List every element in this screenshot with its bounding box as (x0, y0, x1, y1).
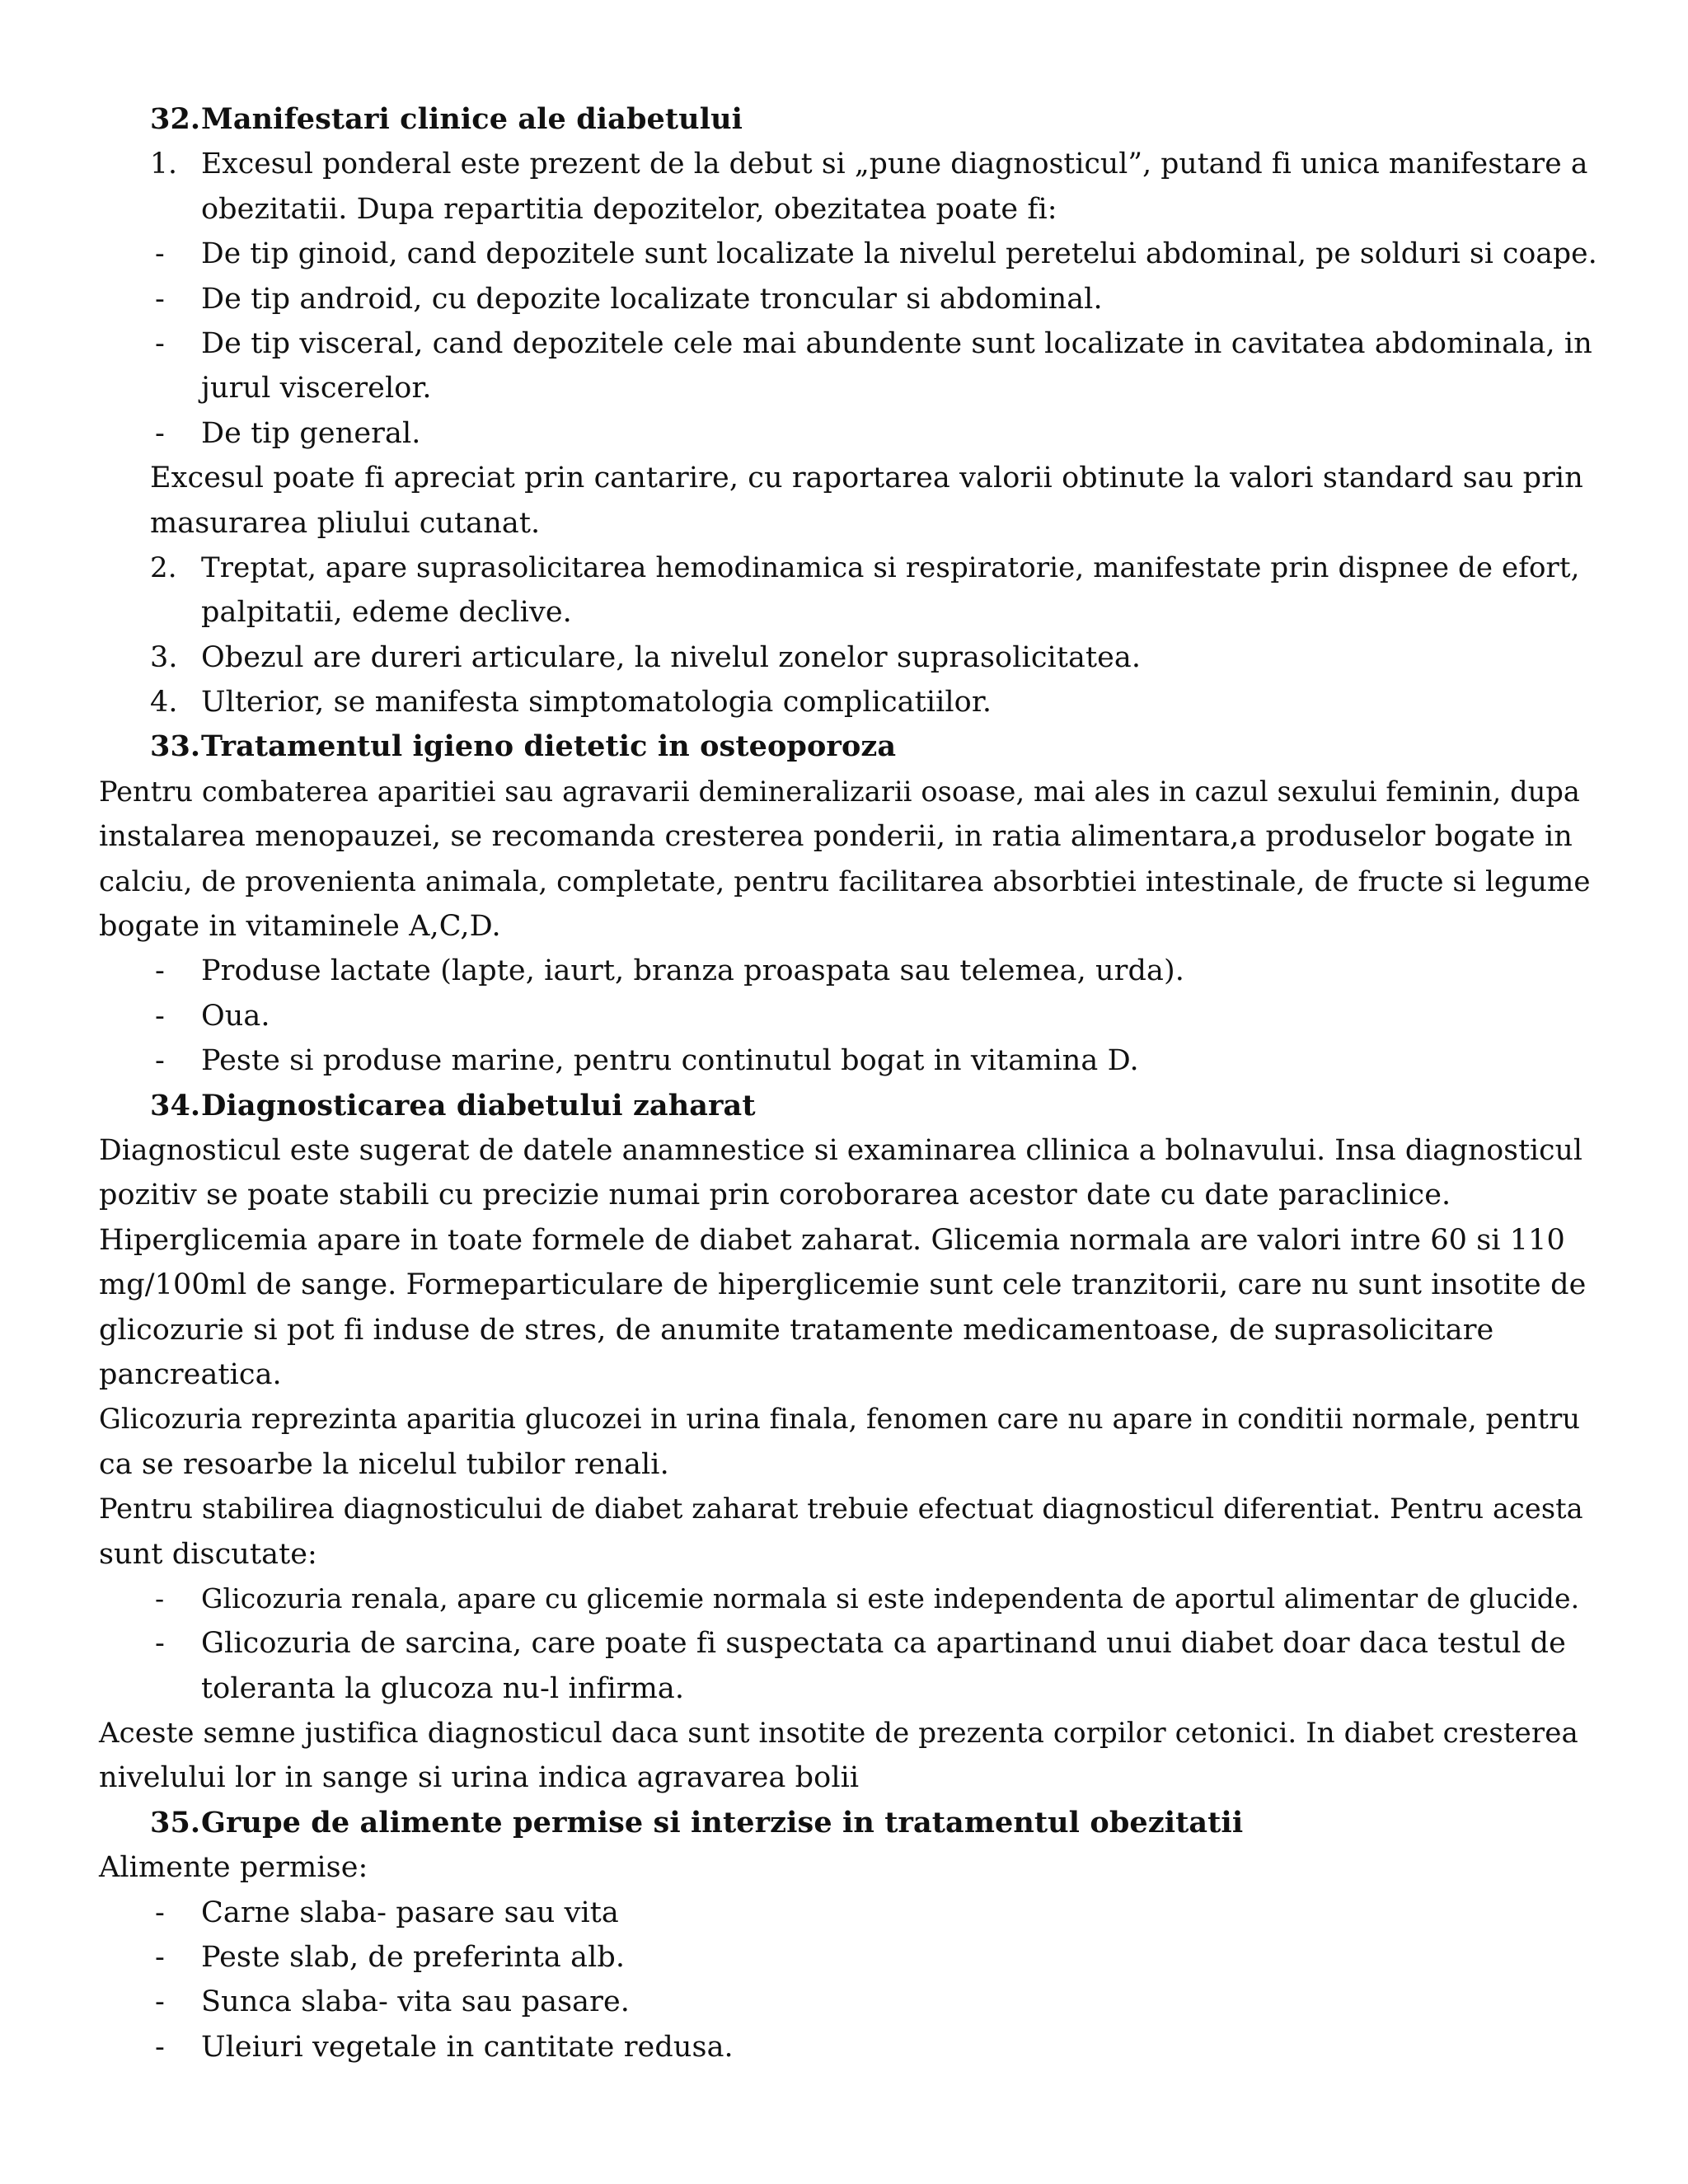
item-continuation: obezitatii. Dupa repartitia depozitelor, obezitatea poate fi: (201, 192, 1057, 226)
dash-bullet: - (155, 1985, 165, 2019)
paragraph-line: glicozurie si pot fi induse de stres, de anumite tratamente medicamentoase, de suprasolicitare (99, 1313, 1494, 1347)
bullet-item (99, 321, 1599, 366)
item-text: Ulterior, se manifesta simptomatologia complicatiilor. (201, 686, 992, 719)
section-32-heading (99, 97, 1599, 142)
paragraph-line: calciu, de provenienta animala, completate, pentru facilitarea absorbtiei intestinale, de fructe si legume (99, 865, 1591, 898)
paragraph-line: Hiperglicemia apare in toate formele de diabet zaharat. Glicemia normala are valori intre 60 si 110 (99, 1223, 1565, 1257)
bullet-item (99, 1577, 1599, 1621)
bullet-item (99, 411, 1599, 456)
section-35-heading (99, 1801, 1599, 1845)
paragraph-line: Pentru combaterea aparitiei sau agravarii demineralizarii osoase, mai ales in cazul sexului feminin, dupa (99, 775, 1581, 808)
section-number: 34. (150, 1088, 201, 1122)
bullet-text: Oua. (201, 999, 270, 1033)
bullet-text: De tip ginoid, cand depozitele sunt localizate la nivelul peretelui abdominal, pe solduri si coape. (201, 237, 1597, 271)
dash-bullet: - (155, 2030, 165, 2064)
list-item (99, 680, 1599, 724)
paragraph-line: Diagnosticul este sugerat de datele anamnestice si examinarea cllinica a bolnavului. Insa diagnosticul (99, 1133, 1583, 1167)
bullet-text: Glicozuria de sarcina, care poate fi suspectata ca apartinand unui diabet doar daca testul de (201, 1627, 1566, 1661)
list-item (99, 142, 1599, 186)
bullet-item (99, 1891, 1599, 1935)
item-text: Excesul ponderal este prezent de la debut si „pune diagnosticul”, putand fi unica manifestare a (201, 148, 1588, 181)
item-number: 2. (150, 551, 177, 584)
item-number: 3. (150, 640, 178, 674)
bullet-text: Peste slab, de preferinta alb. (201, 1941, 626, 1975)
bullet-text: Produse lactate (lapte, iaurt, branza proaspata sau telemea, urda). (201, 954, 1184, 988)
paragraph-line: masurarea pliului cutanat. (150, 506, 541, 540)
bullet-text: Uleiuri vegetale in cantitate redusa. (201, 2030, 734, 2064)
dash-bullet: - (155, 282, 165, 316)
paragraph-line: Pentru stabilirea diagnosticului de diabet zaharat trebuie efectuat diagnosticul diferentiat. Pentru acesta (99, 1493, 1583, 1526)
item-number: 4. (150, 686, 178, 719)
paragraph-line: Aceste semne justifica diagnosticul daca sunt insotite de prezenta corpilor cetonici. In diabet cresterea (99, 1717, 1578, 1750)
dash-bullet: - (155, 954, 165, 988)
section-34-heading (99, 1084, 1599, 1128)
dash-bullet: - (155, 1582, 165, 1615)
item-text: Obezul are dureri articulare, la nivelul zonelor suprasolicitatea. (201, 640, 1142, 674)
document-body (99, 97, 1599, 2069)
dash-bullet: - (155, 1941, 165, 1975)
dash-bullet: - (155, 416, 165, 450)
paragraph-line: nivelului lor in sange si urina indica agravarea bolii (99, 1761, 860, 1795)
section-33-heading (99, 724, 1599, 769)
list-item (99, 546, 1599, 590)
bullet-item (99, 232, 1599, 276)
bullet-item (99, 949, 1599, 993)
paragraph-line: Alimente permise: (99, 1851, 368, 1885)
paragraph-line: instalarea menopauzei, se recomanda cresterea ponderii, in ratia alimentara,a produselor bogate in (99, 820, 1573, 854)
paragraph-line: pancreatica. (99, 1357, 282, 1391)
bullet-item (99, 1980, 1599, 2024)
dash-bullet: - (155, 1044, 165, 1078)
list-item (99, 635, 1599, 680)
paragraph-line: bogate in vitaminele A,C,D. (99, 910, 501, 944)
bullet-text: Sunca slaba- vita sau pasare. (201, 1985, 630, 2019)
bullet-text: De tip general. (201, 416, 421, 450)
dash-bullet: - (155, 1627, 165, 1661)
bullet-text: De tip visceral, cand depozitele cele mai abundente sunt localizate in cavitatea abdominala, in (201, 326, 1592, 360)
paragraph-line: pozitiv se poate stabili cu precizie numai prin coroborarea acestor date cu date paraclinice. (99, 1179, 1451, 1212)
bullet-text: De tip android, cu depozite localizate troncular si abdominal. (201, 282, 1103, 316)
bullet-text: Carne slaba- pasare sau vita (201, 1896, 619, 1929)
bullet-text: Peste si produse marine, pentru continutul bogat in vitamina D. (201, 1044, 1139, 1078)
dash-bullet: - (155, 326, 165, 360)
paragraph-line: Glicozuria reprezinta aparitia glucozei in urina finala, fenomen care nu apare in conditii normale, pentru (99, 1403, 1580, 1436)
bullet-continuation: toleranta la glucoza nu-l infirma. (201, 1671, 685, 1705)
dash-bullet: - (155, 1896, 165, 1929)
section-number: 35. (150, 1805, 201, 1840)
paragraph-line: mg/100ml de sange. Formeparticulare de hiperglicemie sunt cele tranzitorii, care nu sunt insotite de (99, 1268, 1587, 1302)
item-continuation: palpitatii, edeme declive. (201, 596, 572, 630)
section-title: Grupe de alimente permise si interzise in tratamentul obezitatii (201, 1805, 1244, 1840)
bullet-item (99, 2025, 1599, 2069)
dash-bullet: - (155, 237, 165, 271)
section-title: Tratamentul igieno dietetic in osteoporoza (201, 729, 897, 764)
section-title: Diagnosticarea diabetului zaharat (201, 1088, 756, 1122)
bullet-text: Glicozuria renala, apare cu glicemie normala si este independenta de aportul alimentar de glucide. (201, 1582, 1580, 1615)
bullet-item (99, 1621, 1599, 1666)
bullet-item (99, 1935, 1599, 1980)
item-number: 1. (150, 148, 178, 181)
bullet-item (99, 277, 1599, 321)
dash-bullet: - (155, 999, 165, 1033)
paragraph-line: sunt discutate: (99, 1537, 317, 1571)
bullet-item (99, 1038, 1599, 1083)
item-text: Treptat, apare suprasolicitarea hemodinamica si respiratorie, manifestate prin dispnee de efort, (201, 551, 1580, 584)
bullet-item (99, 994, 1599, 1038)
bullet-continuation: jurul viscerelor. (201, 372, 432, 405)
paragraph-line: Excesul poate fi apreciat prin cantarire, cu raportarea valorii obtinute la valori standard sau prin (150, 462, 1583, 495)
paragraph-line: ca se resoarbe la nicelul tubilor renali. (99, 1447, 669, 1481)
section-number: 32. (150, 102, 201, 136)
section-title: Manifestari clinice ale diabetului (201, 102, 743, 136)
section-number: 33. (150, 729, 201, 764)
